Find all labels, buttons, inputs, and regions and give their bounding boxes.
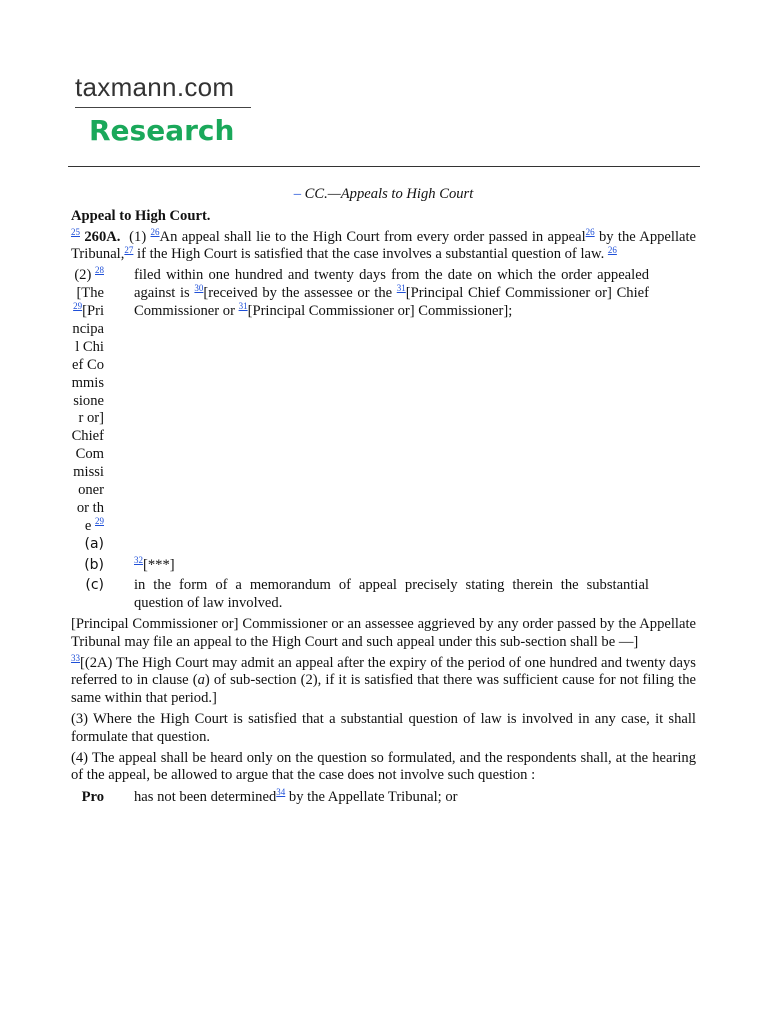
clause-label: (b) [84,556,104,573]
footnote-link[interactable]: 26 [607,244,617,255]
logo-research: Research [89,114,235,147]
footnote-link[interactable]: 31 [396,283,406,294]
clause-c [71,577,696,613]
subsection-2a [71,652,697,708]
para-text: [Principal Chief Commissioner or] Chief Commissioner or the [71,303,104,534]
para-text: by the Appellate Tribunal; or [285,789,458,806]
footnote-link[interactable]: 33 [71,652,80,663]
para-text: [Principal Chief Commissioner or] Chief Commissioner or [134,284,649,319]
clause-a-text [134,267,649,554]
clause-b [71,554,696,575]
chapter-title [71,186,696,204]
footnote-link[interactable]: 29 [73,301,83,312]
subsection-2 [71,267,696,554]
footnote-link[interactable]: 31 [238,300,248,311]
footnote-link[interactable]: 27 [124,244,134,255]
subsection-3: (3) Where the High Court is satisfied that a substantial question of law is involved in any case, it shall formulate that question. [71,711,696,745]
footnote-link[interactable]: 29 [95,516,104,527]
proviso-text [134,789,649,807]
footnote-link[interactable]: 26 [585,226,595,237]
section-heading: Appeal to High Court. [71,207,211,224]
footnote-link[interactable]: 25 [71,226,80,237]
footnote-link[interactable]: 28 [95,265,104,276]
para-text: [received by the assessee or the [203,284,397,301]
para-text: by the Appellate Tribunal, [71,228,697,263]
subsection-2-narrow-column [71,267,104,554]
clause-c-text: in the form of a memorandum of appeal precisely stating therein the substantial question of law involved. [134,577,649,612]
clause-b-text [134,554,649,575]
logo-wordmark: taxmann.com [75,72,235,102]
footnote-link[interactable]: 34 [276,787,286,798]
subsection-4: (4) The appeal shall be heard only on the question so formulated, and the respondents shall, at the hearing of the appeal, be allowed to argue that the case does not involve such question : [71,749,696,784]
para-text: filed within one hundred and twenty days from the date on which the order appealed against is [134,267,649,301]
para-text: [***] [143,556,175,573]
logo-divider [75,107,251,108]
taxmann-logo [75,72,251,148]
para-text: [Principal Commissioner or] Commissioner]; [247,302,513,319]
para-text: ) of sub-section (2), if it is satisfied that there was sufficient cause for not filing the same within that period.] [71,672,697,707]
section-260a-para1 [71,226,697,265]
footnote-link[interactable]: 32 [134,554,143,565]
chapter-dash[interactable]: – [293,186,301,202]
chapter-title-text: CC.—Appeals to High Court [304,186,474,202]
clause-label: (a) [84,535,104,552]
para-text: [(2A) The High Court may admit an appeal after the expiry of the period of one hundred and twenty days referred to in clause ( [71,654,696,689]
proviso-label: Pro [81,789,104,806]
clause-ref: a [197,672,205,689]
para-text: [The [76,285,104,302]
clause-label: (c) [85,577,104,594]
proviso [71,789,696,807]
para-text: if the High Court is satisfied that the case involves a substantial question of law. [133,246,608,263]
footnote-link[interactable]: 26 [150,226,160,237]
header-divider [68,166,700,167]
subsection-label: (1) [129,228,147,245]
section-number: 260A. [84,228,121,245]
subsection-2-tail: [Principal Commissioner or] Commissioner or an assessee aggrieved by any order passed by the Appellate Tribunal may file an appeal to the High Court and such appeal under this sub-section shall be —] [71,616,696,650]
para-text: An appeal shall lie to the High Court from every order passed in appeal [159,228,586,245]
subsection-label: (2) [74,267,92,284]
footnote-link[interactable]: 30 [194,283,204,294]
document-body [71,186,696,810]
para-text: has not been determined [134,789,277,806]
